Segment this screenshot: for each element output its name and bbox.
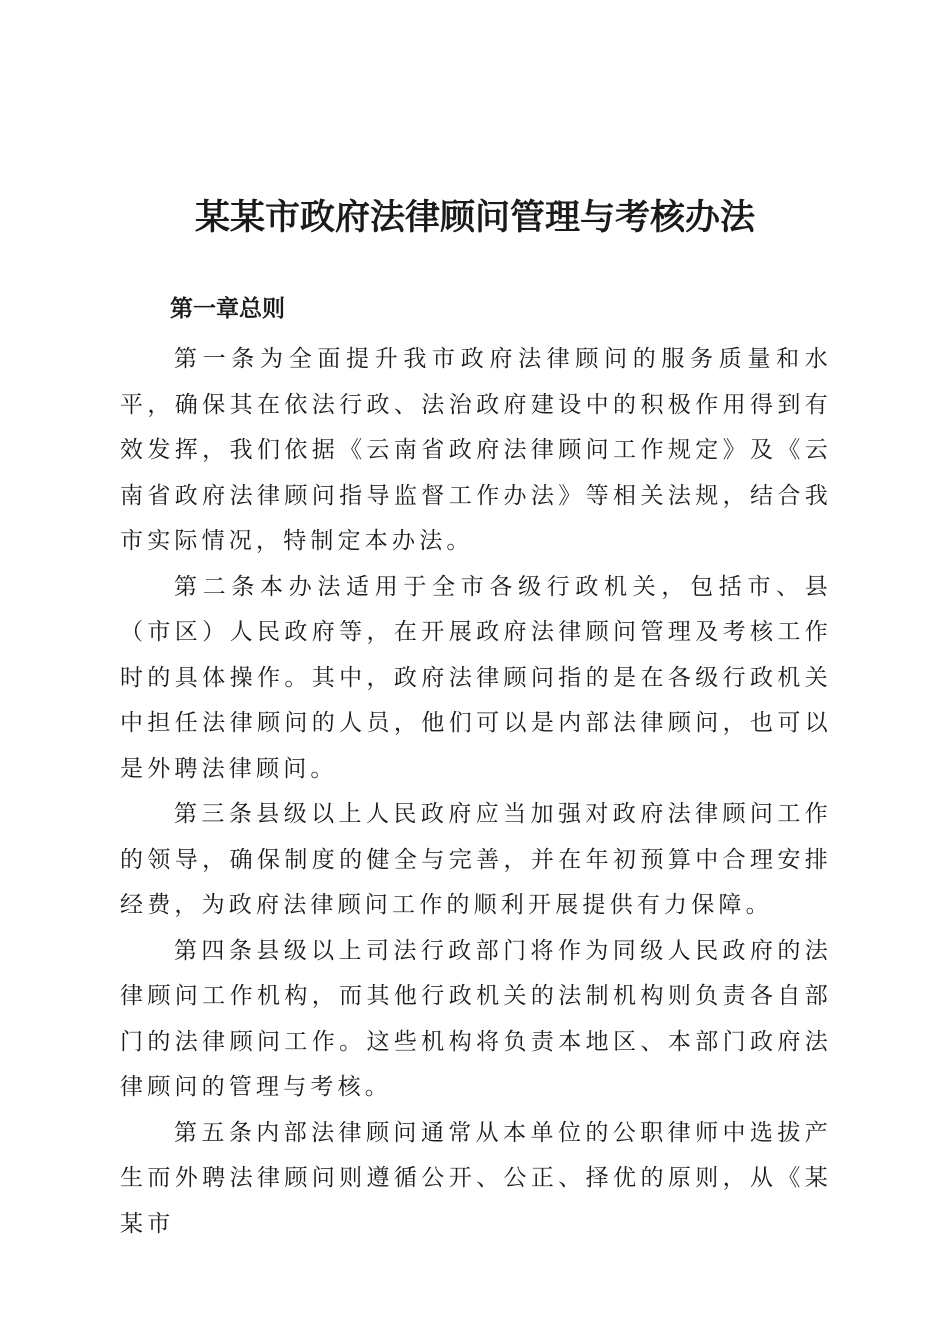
- article-paragraph: 第四条县级以上司法行政部门将作为同级人民政府的法律顾问工作机构，而其他行政机关的法制机构则负责各自部门的法律顾问工作。这些机构将负责本地区、本部门政府法律顾问的管理与考核。: [120, 937, 832, 1100]
- document-body: [120, 337, 832, 1247]
- article-paragraph: 第二条本办法适用于全市各级行政机关，包括市、县（市区）人民政府等，在开展政府法律顾问管理及考核工作时的具体操作。其中，政府法律顾问指的是在各级行政机关中担任法律顾问的人员，他们可以是内部法律顾问，也可以是外聘法律顾问。: [120, 573, 832, 782]
- article-paragraph: 第五条内部法律顾问通常从本单位的公职律师中选拔产生而外聘法律顾问则遵循公开、公正、择优的原则，从《某某市: [120, 1119, 832, 1237]
- chapter-heading: 第一章总则: [170, 296, 285, 322]
- document-title: 某某市政府法律顾问管理与考核办法: [194, 197, 755, 238]
- article-paragraph: 第三条县级以上人民政府应当加强对政府法律顾问工作的领导，确保制度的健全与完善，并在年初预算中合理安排经费，为政府法律顾问工作的顺利开展提供有力保障。: [120, 801, 832, 918]
- article-paragraph: 第一条为全面提升我市政府法律顾问的服务质量和水平，确保其在依法行政、法治政府建设中的积极作用得到有效发挥，我们依据《云南省政府法律顾问工作规定》及《云南省政府法律顾问指导监督工作办法》等相关法规，结合我市实际情况，特制定本办法。: [120, 346, 832, 554]
